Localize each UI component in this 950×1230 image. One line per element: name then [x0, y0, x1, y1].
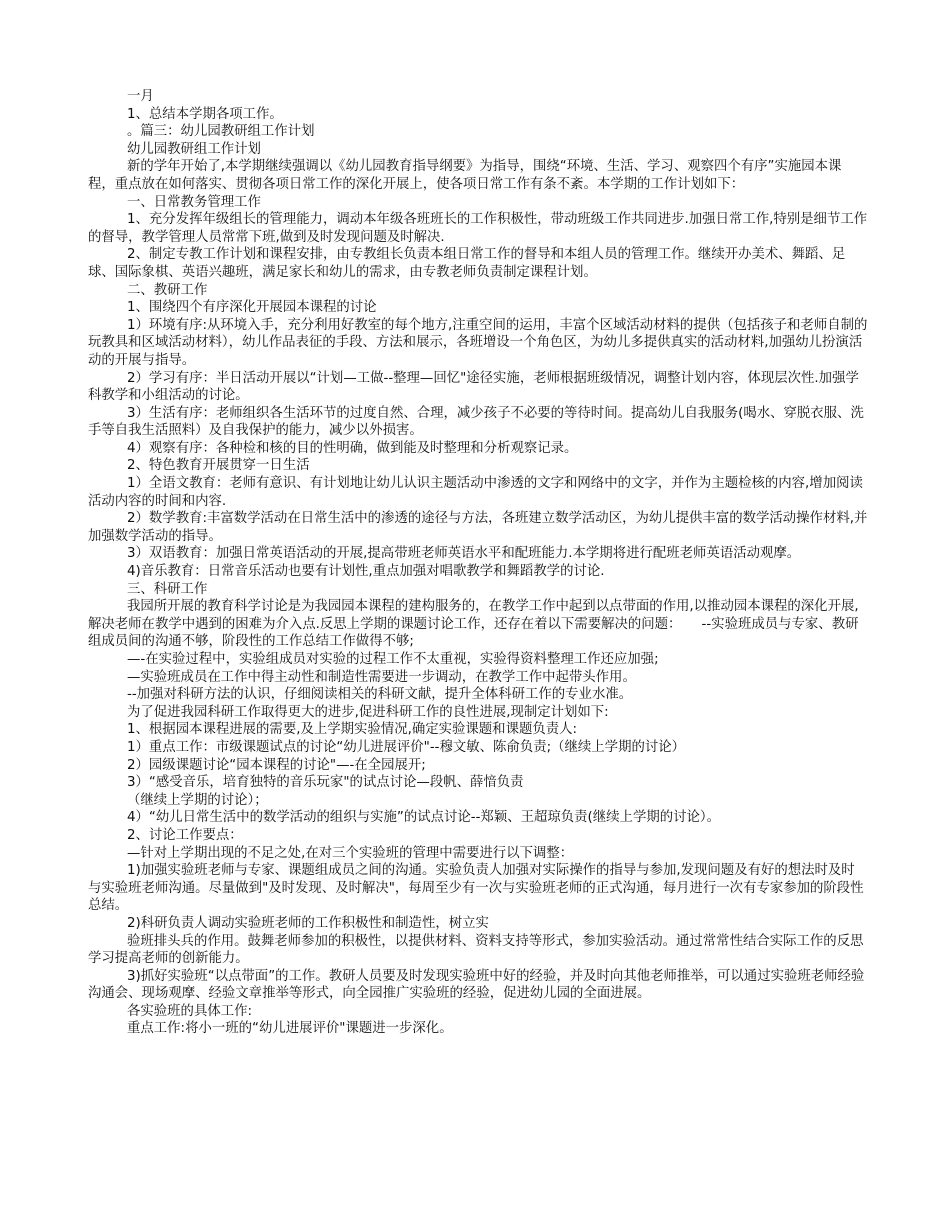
- paragraph: 验班排头兵的作用。鼓舞老师参加的积极性，以提供材料、资料支持等形式，参加实验活动。通过常常性结合实际工作的反思学习提高老师的创新能力。: [88, 933, 864, 967]
- paragraph: 1、充分发挥年级组长的管理能力，调动本年级各班班长的工作积极性，带动班级工作共同进步.加强日常工作,特别是细节工作的督导，教学管理人员常常下班,做到及时发现问题及时解决.: [88, 212, 868, 245]
- paragraph: 4）“幼儿日常生活中的数学活动的组织与实施”的试点讨论--郑颖、王超琼负责(继续上学期的讨论）。: [127, 810, 720, 826]
- paragraph: 2、制定专教工作计划和课程安排，由专教组长负责本组日常工作的督导和本组人员的管理工作。继续开办美术、舞蹈、足球、国际象棋、英语兴趣班，满足家长和幼儿的需求，由专教老师负责制定课程计划。: [88, 247, 846, 280]
- paragraph: —实验班成员在工作中得主动性和制造性需要进一步调动，在教学工作中起带头作用。: [127, 669, 636, 685]
- paragraph: 1）重点工作：市级课题试点的讨论“幼儿进展评价"--穆文敏、陈俞负责;（继续上学期的讨论）: [127, 739, 686, 755]
- paragraph: 1)加强实验班老师与专家、课题组成员之间的沟通。实验负责人加强对实际操作的指导与参加,发现问题及有好的想法时及时与实验班老师沟通。尽量做到"及时发现、及时解决"，每周至少有一次与实验班老师的正式沟通，每月进行一次有专家参加的阶段性总结。: [88, 863, 864, 914]
- paragraph: 1、根据园本课程进展的需要,及上学期实验情况,确定实验课题和课题负责人:: [127, 722, 578, 738]
- document-page: [88, 88, 868, 1038]
- paragraph: —-在实验过程中，实验组成员对实验的过程工作不太重视，实验得资料整理工作还应加强;: [127, 652, 659, 667]
- section-heading: 二、教研工作: [127, 282, 208, 298]
- paragraph: 新的学年开始了,本学期继续强调以《幼儿园教育指导纲要》为指导，围绕“环境、生活、学习、观察四个有序”实施园本课程，重点放在如何落实、贯彻各项日常工作的深化开展上，使各项日常工作有条不紊。本学期的工作计划如下：: [88, 159, 842, 192]
- paragraph: --加强对科研方法的认识，仔细阅读相关的科研文献，提升全体科研工作的专业水准。: [127, 687, 633, 703]
- paragraph: 重点工作:将小一班的“幼儿进展评价"课题进一步深化。: [127, 1021, 453, 1037]
- paragraph: 4)音乐教育：日常音乐活动也要有计划性,重点加强对唱歌教学和舞蹈教学的讨论.: [127, 564, 605, 580]
- paragraph: 2）园级课题讨论“园本课程的讨论"—-在全园展开;: [127, 757, 426, 773]
- paragraph: 3）生活有序：老师组织各生活环节的过度自然、合理，减少孩子不必要的等待时间。提高幼儿自我服务(喝水、穿脱衣服、洗手等自我生活照料）及自我保护的能力，减少以外损害。: [88, 405, 864, 439]
- paragraph: 1、围绕四个有序深化开展园本课程的讨论: [127, 300, 377, 316]
- paragraph: 4）观察有序：各种检和核的目的性明确，做到能及时整理和分析观察记录。: [127, 440, 578, 456]
- paragraph: 我园所开展的教育科学讨论是为我园园本课程的建构服务的，在教学工作中起到以点带面的作用,以推动园本课程的深化开展,解决老师在教学中遇到的困难为介入点.反思上学期的课题讨论工作，还存在着以下需要解决的问题： --实验班成员与专家、教研组成员间的沟通不够，阶段性的工作总结工作做得不够;: [88, 599, 859, 650]
- paragraph: —针对上学期出现的不足之处,在对三个实验班的管理中需要进行以下调整：: [127, 845, 574, 861]
- paragraph: 幼儿园教研组工作计划: [127, 141, 261, 157]
- paragraph: 2、特色教育开展贯穿一日生活: [127, 458, 310, 474]
- paragraph: 2、讨论工作要点：: [127, 827, 243, 843]
- paragraph: （继续上学期的讨论）；: [127, 792, 268, 808]
- paragraph: 2）数学教育:丰富数学活动在日常生活中的渗透的途径与方法，各班建立数学活动区，为幼儿提供丰富的数学活动操作材料,并加强数学活动的指导。: [88, 511, 868, 544]
- paragraph: 1、总结本学期各项工作。: [127, 106, 283, 122]
- paragraph: 2）学习有序：半日活动开展以“计划—工做--整理—回忆"途径实施，老师根据班级情况，调整计划内容，体现层次性.加强学科教学和小组活动的讨论。: [88, 370, 859, 404]
- paragraph: 1）全语文教育：老师有意识、有计划地让幼儿认识主题活动中渗透的文字和网络中的文字，并作为主题检核的内容,增加阅读活动内容的时间和内容.: [88, 476, 863, 509]
- section-heading: 一、日常教务管理工作: [127, 194, 261, 210]
- paragraph: 一月: [127, 89, 154, 104]
- paragraph: 各实验班的具体工作:: [127, 1003, 253, 1019]
- paragraph: 3）“感受音乐，培育独特的音乐玩家"的试点讨论—段帆、薛愔负责: [127, 775, 524, 791]
- paragraph: 2)科研负责人调动实验班老师的工作积极性和制造性，树立实: [127, 915, 489, 931]
- paragraph: 3）双语教育：加强日常英语活动的开展,提高带班老师英语水平和配班能力.本学期将进行配班老师英语活动观摩。: [127, 546, 801, 562]
- paragraph: 3)抓好实验班“以点带面”的工作。教研人员要及时发现实验班中好的经验，并及时向其他老师推举，可以通过实验班老师经验沟通会、现场观摩、经验文章推举等形式，向全园推广实验班的经验，促进幼儿园的全面进展。: [88, 968, 865, 1002]
- paragraph: 1）环境有序:从环境入手，充分利用好教室的每个地方,注重空间的运用，丰富个区域活动材料的提供（包括孩子和老师自制的玩教具和区域活动材料），幼儿作品表征的手段、方法和展示，各班增设一个角色区，为幼儿多提供真实的活动材料,加强幼儿扮演活动的开展与指导。: [88, 317, 868, 368]
- paragraph: 。篇三：幼儿园教研组工作计划: [127, 124, 315, 140]
- section-heading: 三、科研工作: [127, 581, 208, 597]
- paragraph: 为了促进我园科研工作取得更大的进步,促进科研工作的良性进展,现制定计划如下:: [127, 704, 609, 720]
